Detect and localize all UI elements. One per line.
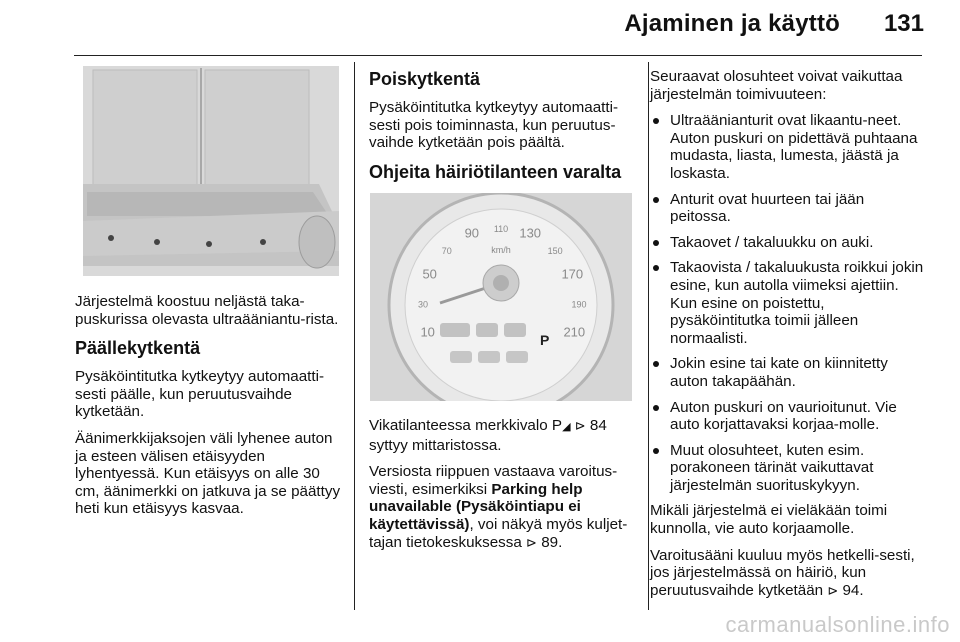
switch-off-text: Pysäköintitutka kytkeytyy automaatti-sesti pois toiminnasta, kun peruutus-vaihde kytketään pois päältä. bbox=[369, 99, 619, 152]
intro-text: Järjestelmä koostuu neljästä taka-puskurissa olevasta ultraääniantu-rista. bbox=[75, 293, 339, 328]
gauge-tick-label: 190 bbox=[571, 299, 587, 310]
page-ref-94[interactable]: 94. bbox=[842, 581, 864, 599]
gauge-tick-label: 90 bbox=[464, 225, 480, 241]
middle-column bbox=[369, 68, 637, 192]
column-divider-1 bbox=[354, 62, 355, 610]
gauge-tick-label: 70 bbox=[441, 245, 452, 256]
warning-sound-text-body: Varoitusääni kuuluu myös hetkelli-sesti, jos järjestelmässä on häiriö, kun peruutusvaihde kytketään bbox=[650, 546, 915, 599]
list-item: Auton puskuri on vaurioitunut. Vie auto korjattavaksi korjaa-molle. bbox=[650, 399, 926, 434]
gauge-tick-label: 110 bbox=[493, 224, 509, 234]
conditions-list bbox=[650, 112, 926, 494]
gauge-tick-label: 170 bbox=[561, 266, 584, 282]
parking-indicator-icon: P bbox=[540, 332, 550, 348]
parking-warning-icon: P◢ bbox=[551, 417, 571, 434]
page-ref-icon: ⊳ bbox=[827, 582, 839, 598]
instrument-cluster-figure bbox=[370, 193, 632, 401]
gauge-tick-label: 210 bbox=[563, 324, 586, 340]
warning-message-text bbox=[369, 463, 639, 551]
gauge-tick-label: 50 bbox=[422, 266, 437, 282]
warning-text-end: , voi näkyä myös kuljet-tajan tietokeskuksessa bbox=[369, 515, 628, 551]
beep-interval-text: Äänimerkkijaksojen väli lyhenee auton ja esteen välisen etäisyyden lyhentyessä. Kun etäisyys on alle 30 cm, äänimerkki on jatkuva ja se päättyy heti kun etäisyys kasvaa. bbox=[75, 429, 341, 518]
list-item: Takaovet / takaluukku on auki. bbox=[650, 234, 926, 252]
page-ref-icon: ⊳ bbox=[574, 418, 586, 433]
list-item: Takaovista / takaluukusta roikkui jokin esine, kun autolla viimeksi ajettiin. Kun esine on poistettu, pysäköintitutka toimii jälleen normaalisti. bbox=[650, 259, 926, 347]
left-column bbox=[75, 293, 343, 527]
column-divider-2 bbox=[648, 62, 649, 610]
indicator-text-end: syttyy mittaristossa. bbox=[369, 436, 502, 454]
gauge-tick-label: 30 bbox=[417, 299, 429, 310]
watermark: carmanualsonline.info bbox=[725, 612, 950, 637]
indicator-text-start: Vikatilanteessa merkkivalo bbox=[369, 417, 548, 434]
rear-bumper-figure bbox=[83, 66, 339, 276]
heading-fault: Ohjeita häiriötilanteen varalta bbox=[369, 161, 622, 182]
indicator-text bbox=[369, 417, 639, 454]
warning-text-start: Versiosta riippuen vastaava varoitus-viesti, esimerkiksi bbox=[369, 463, 618, 498]
middle-column-lower bbox=[369, 417, 639, 560]
list-item: Jokin esine tai kate on kiinnitetty auton takapäähän. bbox=[650, 355, 926, 390]
repair-text: Mikäli järjestelmä ei vieläkään toimi kunnolla, vie auto korjaamolle. bbox=[650, 502, 888, 538]
right-column bbox=[650, 68, 926, 608]
speedometer-illustration bbox=[370, 193, 632, 401]
page-ref-icon: ⊳ bbox=[526, 534, 537, 550]
gauge-unit: km/h bbox=[491, 245, 511, 255]
header-rule bbox=[74, 55, 922, 56]
list-item: Ultraäänianturit ovat likaantu-neet. Auton puskuri on pidettävä puhtaana mudasta, liasta, lumesta, jäästä ja loskasta. bbox=[650, 112, 926, 182]
warning-message-bold: Parking help unavailable (Pysäköintiapu ei käytettävissä) bbox=[369, 480, 583, 533]
page-number: 131 bbox=[883, 10, 924, 37]
gauge-tick-label: 130 bbox=[519, 225, 542, 241]
page-ref-84[interactable]: 84 bbox=[589, 417, 607, 434]
page-header-title: Ajaminen ja käyttö bbox=[624, 10, 840, 37]
list-item: Muut olosuhteet, kuten esim. porakoneen tärinät vaikuttavat järjestelmän suorituskykyyn. bbox=[650, 442, 926, 495]
rear-bumper-illustration bbox=[83, 66, 339, 276]
gauge-tick-label: 150 bbox=[547, 245, 563, 256]
switch-on-text: Pysäköintitutka kytkeytyy automaatti-sesti päälle, kun peruutusvaihde kytketään. bbox=[75, 368, 325, 421]
heading-switch-on: Päällekytkentä bbox=[75, 338, 201, 359]
page-ref-89[interactable]: 89. bbox=[541, 533, 563, 551]
warning-sound-text bbox=[650, 547, 926, 600]
conditions-intro: Seuraavat olosuhteet voivat vaikuttaa järjestelmän toimivuuteen: bbox=[650, 68, 903, 103]
heading-switch-off: Poiskytkentä bbox=[369, 69, 481, 89]
gauge-tick-label: 10 bbox=[420, 324, 435, 340]
list-item: Anturit ovat huurteen tai jään peitossa. bbox=[650, 191, 926, 226]
